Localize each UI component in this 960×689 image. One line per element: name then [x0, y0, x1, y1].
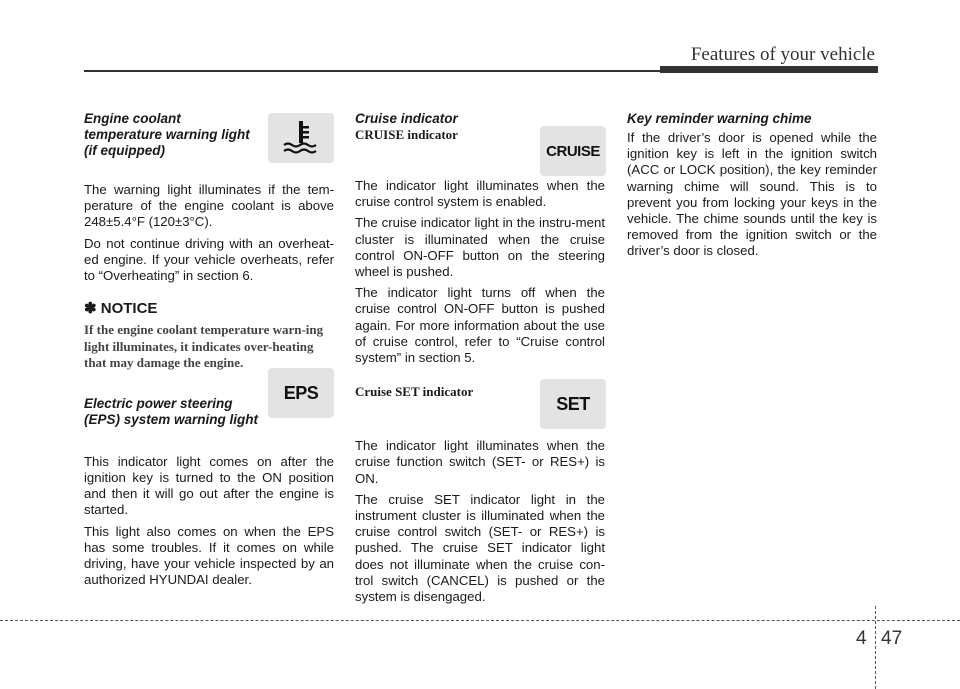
- set-icon: SET: [556, 393, 590, 414]
- notice-text: If the engine coolant temperature warn-ing light illuminates, it indicates over-heating that may damage the engine.: [84, 322, 324, 371]
- notice-title-text: NOTICE: [100, 300, 158, 318]
- eps-paragraph-1: This indicator light comes on after the ignition key is turned to the ON position and then it will go out after the engine is started.: [84, 453, 334, 518]
- cruise-paragraph-3: The indicator light turns off when the cruise control ON-OFF button is pushed again. For more information about the use of cruise control, refer to “Cruise control system” in section 5.: [355, 285, 605, 366]
- page-number: 47: [881, 628, 903, 649]
- eps-heading: Electric power steering (EPS) system warning light: [84, 395, 259, 427]
- column-3: [627, 111, 877, 265]
- eps-icon-box: [268, 368, 334, 418]
- cruise-set-subheading: Cruise SET indicator: [355, 384, 474, 400]
- cruise-paragraph-2: The cruise indicator light in the instru-ment cluster is illuminated when the cruise control ON-OFF button on the steering wheel is pushed.: [355, 215, 605, 280]
- notice-star-icon: ✽: [84, 300, 101, 318]
- cruise-heading: Cruise indicator: [355, 111, 458, 126]
- eps-paragraph-2: This light also comes on when the EPS has some troubles. If it comes on while driving, have your vehicle inspected by an authorized HYUNDAI dealer.: [84, 523, 334, 588]
- coolant-heading: Engine coolant temperature warning light (if equipped): [84, 111, 250, 158]
- header-bar: [660, 66, 878, 73]
- key-reminder-paragraph: If the driver’s door is opened while the ignition key is left in the ignition switch (ACC or LOCK position), the key reminder warning chime will sound. This is to prevent you from locking your keys in the vehicle. The chime sounds until the key is removed from the ignition switch or the driver’s door is closed.: [627, 130, 877, 259]
- cruise-icon-box: [540, 126, 606, 176]
- coolant-temperature-icon: [281, 119, 321, 157]
- footer-rule: [0, 620, 960, 621]
- column-1: [84, 111, 334, 593]
- column-2: [355, 111, 605, 610]
- header-rule: [84, 70, 660, 72]
- notice-title: [84, 300, 334, 318]
- footer-divider: [875, 606, 876, 689]
- notice-block: [84, 300, 334, 372]
- coolant-paragraph-2: Do not continue driving with an overheat-ed engine. If your vehicle overheats, refer to “Overheating” in section 6.: [84, 235, 334, 284]
- cruise-paragraph-1: The indicator light illuminates when the cruise control system is enabled.: [355, 178, 605, 210]
- cruise-subheading: CRUISE indicator: [355, 127, 458, 142]
- key-reminder-heading: Key reminder warning chime: [627, 111, 812, 126]
- eps-icon: EPS: [283, 382, 319, 403]
- set-icon-box: [540, 379, 606, 429]
- eps-section: [84, 396, 334, 589]
- chapter-number: 4: [856, 628, 867, 649]
- coolant-paragraph-1: The warning light illuminates if the tem-perature of the engine coolant is above 248±5.4°F (120±3°C).: [84, 182, 334, 230]
- cruise-icon: CRUISE: [546, 142, 600, 160]
- coolant-icon-box: [268, 113, 334, 163]
- cruise-set-paragraph-2: The cruise SET indicator light in the instrument cluster is illuminated when the cruise control switch (SET- or RES+) is pushed. The cruise SET indicator light does not illuminate when the cruise con-trol switch (CANCEL) is pushed or the system is disengaged.: [355, 491, 605, 605]
- cruise-set-paragraph-1: The indicator light illuminates when the cruise function switch (SET- or RES+) is ON.: [355, 438, 605, 486]
- section-title: Features of your vehicle: [690, 44, 875, 65]
